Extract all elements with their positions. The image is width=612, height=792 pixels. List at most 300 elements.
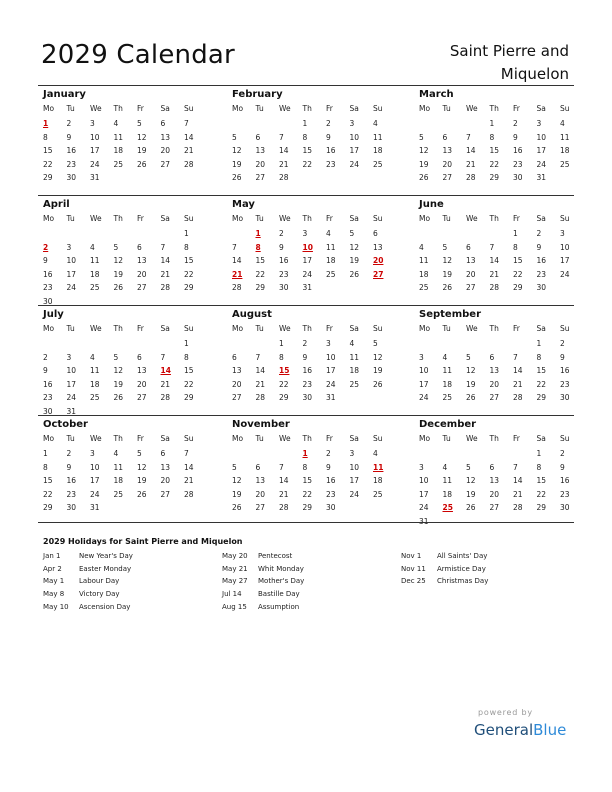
day-cell: 12 <box>113 366 124 375</box>
weekday-header: Sa <box>536 324 546 333</box>
day-cell: 31 <box>536 173 547 182</box>
day-cell: 24 <box>349 159 360 169</box>
weekday-header: Mo <box>419 104 431 113</box>
day-cell: 25 <box>90 283 100 292</box>
day-cell: 18 <box>349 366 360 375</box>
day-cell: 26 <box>419 173 429 182</box>
day-cell: 29 <box>536 393 547 402</box>
day-cell: 20 <box>489 379 500 389</box>
weekday-header: Fr <box>137 324 144 333</box>
day-cell: 13 <box>137 256 147 265</box>
day-cell: 5 <box>137 119 142 128</box>
day-cell: 12 <box>113 256 124 265</box>
day-cell: 26 <box>373 379 383 389</box>
generalblue-logo[interactable] <box>474 721 566 739</box>
day-cell: 26 <box>466 503 476 512</box>
day-cell: 26 <box>466 393 476 402</box>
month-name: September <box>419 309 481 320</box>
day-cell: 27 <box>442 173 453 182</box>
day-cell: 17 <box>536 146 547 155</box>
day-cell: 15 <box>302 476 313 485</box>
day-cell: 22 <box>43 159 53 169</box>
weekday-header: Su <box>373 104 383 113</box>
month-name: February <box>232 89 283 100</box>
day-cell: 10 <box>349 132 360 142</box>
day-cell: 29 <box>43 503 53 512</box>
weekday-header: Su <box>184 214 194 223</box>
day-cell: 2 <box>279 229 284 238</box>
day-cell: 1 <box>279 339 284 348</box>
day-cell: 17 <box>419 379 429 389</box>
day-cell: 11 <box>113 132 124 142</box>
weekday-header: Sa <box>160 214 170 223</box>
day-cell: 13 <box>232 366 242 375</box>
day-cell: 20 <box>160 146 171 155</box>
day-cell: 10 <box>66 256 77 265</box>
weekday-header: Th <box>302 214 312 223</box>
day-cell: 24 <box>326 379 336 389</box>
holiday-name: Pentecost <box>258 552 293 560</box>
day-cell: 7 <box>513 462 518 472</box>
month-name: March <box>419 89 454 100</box>
day-cell: 15 <box>184 366 194 375</box>
day-cell: 21 <box>160 269 171 279</box>
weekday-header: Th <box>489 434 499 443</box>
day-cell: 8 <box>43 462 48 472</box>
day-cell: 12 <box>232 476 242 485</box>
weekday-header: Su <box>373 324 383 333</box>
day-cell: 18 <box>373 146 383 155</box>
weekday-header: Sa <box>349 434 359 443</box>
day-cell: 1 <box>184 229 189 238</box>
weekday-header: Su <box>184 434 194 443</box>
holiday-day-cell: 21 <box>232 269 243 279</box>
day-cell: 29 <box>184 283 194 292</box>
weekday-header: Fr <box>137 434 144 443</box>
day-cell: 26 <box>113 393 124 402</box>
holiday-day-cell: 25 <box>442 503 453 512</box>
weekday-header: Th <box>113 214 123 223</box>
day-cell: 17 <box>66 269 77 279</box>
day-cell: 28 <box>279 503 289 512</box>
weekday-header: Fr <box>513 104 520 113</box>
day-cell: 25 <box>90 393 100 402</box>
day-cell: 9 <box>66 132 72 142</box>
weekday-header: We <box>279 104 291 113</box>
day-cell: 9 <box>66 462 72 472</box>
weekday-header: Sa <box>536 434 546 443</box>
day-cell: 5 <box>466 462 471 472</box>
day-cell: 9 <box>43 366 48 375</box>
weekday-header: Sa <box>536 214 546 223</box>
day-cell: 30 <box>560 393 570 402</box>
day-cell: 14 <box>279 476 289 485</box>
weekday-header: Mo <box>43 104 55 113</box>
day-cell: 3 <box>419 352 424 362</box>
day-cell: 8 <box>536 352 542 362</box>
day-cell: 30 <box>66 173 77 182</box>
day-cell: 20 <box>137 379 147 389</box>
day-cell: 23 <box>326 159 336 169</box>
day-cell: 13 <box>466 256 476 265</box>
weekday-header: Th <box>113 324 123 333</box>
day-cell: 24 <box>302 269 313 279</box>
day-cell: 6 <box>373 229 378 238</box>
day-cell: 22 <box>536 489 547 499</box>
day-cell: 18 <box>419 269 429 279</box>
day-cell: 6 <box>255 462 261 472</box>
day-cell: 20 <box>137 269 147 279</box>
day-cell: 3 <box>302 229 308 238</box>
holidays-title: 2029 Holidays for Saint Pierre and Miquelon <box>43 537 243 546</box>
country-line-1: Saint Pierre and <box>449 42 569 60</box>
day-cell: 7 <box>513 352 518 362</box>
day-cell: 10 <box>419 366 429 375</box>
day-cell: 16 <box>326 476 336 485</box>
day-cell: 29 <box>43 173 53 182</box>
day-cell: 23 <box>536 269 547 279</box>
day-cell: 23 <box>279 269 289 279</box>
day-cell: 4 <box>373 119 378 128</box>
weekday-header: Tu <box>66 324 75 333</box>
day-cell: 24 <box>66 393 77 402</box>
day-cell: 30 <box>302 393 313 402</box>
day-cell: 28 <box>160 283 171 292</box>
day-cell: 8 <box>302 462 308 472</box>
day-cell: 3 <box>90 119 95 128</box>
day-cell: 13 <box>160 462 171 472</box>
day-cell: 31 <box>326 393 336 402</box>
day-cell: 21 <box>255 379 266 389</box>
day-cell: 28 <box>255 393 266 402</box>
day-cell: 20 <box>466 269 476 279</box>
month-name: August <box>232 309 272 320</box>
day-cell: 14 <box>184 132 194 142</box>
weekday-header: Sa <box>160 324 170 333</box>
holiday-date: Nov 11 <box>401 564 426 573</box>
day-cell: 26 <box>137 489 147 499</box>
day-cell: 11 <box>326 242 336 252</box>
day-cell: 8 <box>184 352 189 362</box>
day-cell: 6 <box>489 462 495 472</box>
day-cell: 26 <box>349 269 360 279</box>
day-cell: 2 <box>302 339 308 348</box>
day-cell: 24 <box>536 159 547 169</box>
day-cell: 19 <box>349 256 360 265</box>
day-cell: 29 <box>279 393 289 402</box>
day-cell: 5 <box>442 242 448 252</box>
day-cell: 10 <box>536 132 547 142</box>
day-cell: 27 <box>160 489 171 499</box>
weekday-header: Mo <box>232 104 244 113</box>
day-cell: 5 <box>113 352 119 362</box>
day-cell: 1 <box>536 339 542 348</box>
weekday-header: Tu <box>66 214 75 223</box>
weekday-header: We <box>279 434 291 443</box>
holiday-name: All Saints' Day <box>437 552 488 560</box>
weekday-header: Fr <box>513 214 520 223</box>
day-cell: 9 <box>560 352 565 362</box>
day-cell: 8 <box>513 242 518 252</box>
day-cell: 11 <box>113 462 124 472</box>
day-cell: 27 <box>137 283 147 292</box>
day-cell: 6 <box>255 132 261 142</box>
day-cell: 9 <box>43 256 48 265</box>
day-cell: 28 <box>184 489 194 499</box>
day-cell: 25 <box>113 159 124 169</box>
day-cell: 26 <box>232 173 242 182</box>
weekday-header: Sa <box>160 434 170 443</box>
day-cell: 31 <box>419 516 429 526</box>
day-cell: 14 <box>513 366 523 375</box>
day-cell: 29 <box>255 283 266 292</box>
day-cell: 24 <box>90 159 100 169</box>
day-cell: 27 <box>489 503 500 512</box>
day-cell: 25 <box>326 269 336 279</box>
weekday-header: Tu <box>255 324 264 333</box>
weekday-header: Mo <box>232 214 244 223</box>
day-cell: 21 <box>160 379 171 389</box>
holiday-date: May 20 <box>222 552 248 560</box>
day-cell: 17 <box>302 256 313 265</box>
powered-by-text: powered by <box>478 708 533 717</box>
day-cell: 21 <box>513 379 523 389</box>
day-cell: 25 <box>373 159 383 169</box>
day-cell: 10 <box>419 476 429 485</box>
day-cell: 2 <box>66 119 72 128</box>
day-cell: 16 <box>560 366 570 375</box>
day-cell: 4 <box>90 352 95 362</box>
day-cell: 29 <box>489 173 500 182</box>
day-cell: 22 <box>279 379 289 389</box>
day-cell: 15 <box>302 146 313 155</box>
day-cell: 22 <box>184 379 194 389</box>
weekday-header: Su <box>560 434 570 443</box>
holiday-name: Ascension Day <box>79 602 131 611</box>
day-cell: 23 <box>302 379 313 389</box>
day-cell: 18 <box>442 489 453 499</box>
weekday-header: We <box>466 434 478 443</box>
weekday-header: Mo <box>232 324 244 333</box>
day-cell: 26 <box>137 159 147 169</box>
day-cell: 8 <box>489 132 495 142</box>
weekday-header: Sa <box>349 324 359 333</box>
day-cell: 21 <box>466 159 476 169</box>
day-cell: 25 <box>442 393 453 402</box>
day-cell: 4 <box>373 449 378 458</box>
weekday-header: Fr <box>137 104 144 113</box>
day-cell: 21 <box>184 476 194 485</box>
day-cell: 10 <box>560 242 570 252</box>
day-cell: 20 <box>255 159 266 169</box>
month-row-3 <box>38 305 574 415</box>
day-cell: 1 <box>302 119 308 128</box>
day-cell: 31 <box>302 283 313 292</box>
day-cell: 13 <box>137 366 147 375</box>
day-cell: 17 <box>90 476 100 485</box>
day-cell: 11 <box>560 132 570 142</box>
day-cell: 27 <box>489 393 500 402</box>
holiday-name: Assumption <box>258 602 300 611</box>
holiday-name: Victory Day <box>79 590 120 599</box>
holiday-day-cell: 27 <box>373 269 384 279</box>
month-name: April <box>43 199 70 210</box>
day-cell: 26 <box>442 283 453 292</box>
holiday-day-cell: 1 <box>43 119 49 128</box>
day-cell: 27 <box>232 393 242 402</box>
day-cell: 7 <box>184 119 189 128</box>
weekday-header: Su <box>560 214 570 223</box>
day-cell: 17 <box>349 146 360 155</box>
day-cell: 6 <box>160 119 166 128</box>
day-cell: 30 <box>66 503 77 512</box>
day-cell: 20 <box>232 379 242 389</box>
day-cell: 5 <box>419 132 424 142</box>
day-cell: 16 <box>560 476 570 485</box>
day-cell: 11 <box>90 256 100 265</box>
day-cell: 28 <box>513 503 523 512</box>
weekday-header: Tu <box>255 104 264 113</box>
day-cell: 25 <box>349 379 360 389</box>
weekday-header: Sa <box>536 104 546 113</box>
day-cell: 20 <box>489 489 500 499</box>
holiday-date: Jan 1 <box>43 552 61 560</box>
holiday-date: May 27 <box>222 577 248 586</box>
holiday-name: Christmas Day <box>437 577 489 586</box>
month-name: January <box>43 89 86 100</box>
holiday-date: May 21 <box>222 564 248 573</box>
weekday-header: Su <box>560 104 570 113</box>
day-cell: 2 <box>560 339 565 348</box>
weekday-header: Tu <box>66 434 75 443</box>
holiday-day-cell: 2 <box>43 242 49 252</box>
day-cell: 22 <box>513 269 523 279</box>
day-cell: 19 <box>232 489 242 499</box>
day-cell: 14 <box>513 476 523 485</box>
day-cell: 12 <box>373 352 383 362</box>
day-cell: 15 <box>184 256 194 265</box>
day-cell: 13 <box>255 146 266 155</box>
day-cell: 4 <box>560 119 565 128</box>
country-name <box>349 40 569 86</box>
day-cell: 6 <box>442 132 448 142</box>
day-cell: 24 <box>560 269 570 279</box>
day-cell: 7 <box>489 242 495 252</box>
day-cell: 7 <box>184 449 189 458</box>
day-cell: 28 <box>232 283 242 292</box>
weekday-header: We <box>90 324 102 333</box>
day-cell: 12 <box>419 146 429 155</box>
day-cell: 31 <box>90 173 100 182</box>
day-cell: 17 <box>560 256 570 265</box>
weekday-header: Tu <box>442 104 451 113</box>
holiday-day-cell: 1 <box>255 229 261 238</box>
weekday-header: Tu <box>66 104 75 113</box>
weekday-header: Th <box>489 324 499 333</box>
day-cell: 16 <box>279 256 289 265</box>
weekday-header: Th <box>302 104 312 113</box>
day-cell: 30 <box>279 283 289 292</box>
day-cell: 6 <box>232 352 237 362</box>
day-cell: 23 <box>43 393 53 402</box>
day-cell: 17 <box>66 379 77 389</box>
holiday-date: Jul 14 <box>222 590 242 599</box>
day-cell: 2 <box>560 449 565 458</box>
day-cell: 3 <box>90 449 95 458</box>
holiday-date: Dec 25 <box>401 577 426 586</box>
weekday-header: Sa <box>349 104 359 113</box>
day-cell: 18 <box>113 146 124 155</box>
day-cell: 5 <box>349 229 355 238</box>
day-cell: 14 <box>160 256 171 265</box>
day-cell: 13 <box>255 476 266 485</box>
month-name: May <box>232 199 255 210</box>
day-cell: 15 <box>43 146 53 155</box>
holiday-date: Nov 1 <box>401 552 422 560</box>
day-cell: 4 <box>419 242 424 252</box>
weekday-header: Tu <box>442 324 451 333</box>
day-cell: 18 <box>442 379 453 389</box>
day-cell: 15 <box>513 256 523 265</box>
day-cell: 30 <box>536 283 547 292</box>
day-cell: 28 <box>466 173 476 182</box>
day-cell: 30 <box>513 173 523 182</box>
holiday-day-cell: 8 <box>255 242 261 252</box>
day-cell: 30 <box>326 503 336 512</box>
weekday-header: Mo <box>419 324 431 333</box>
day-cell: 1 <box>184 339 189 348</box>
day-cell: 24 <box>66 283 77 292</box>
day-cell: 23 <box>66 489 77 499</box>
day-cell: 2 <box>536 229 542 238</box>
day-cell: 30 <box>43 406 53 416</box>
day-cell: 20 <box>255 489 266 499</box>
day-cell: 3 <box>419 462 424 472</box>
day-cell: 5 <box>113 242 119 252</box>
holiday-day-cell: 15 <box>279 366 290 375</box>
day-cell: 16 <box>513 146 523 155</box>
weekday-header: Fr <box>137 214 144 223</box>
holiday-name: Easter Monday <box>79 564 132 573</box>
weekday-header: Th <box>302 434 312 443</box>
day-cell: 31 <box>66 406 77 416</box>
weekday-header: Th <box>113 434 123 443</box>
weekday-header: Th <box>113 104 123 113</box>
day-cell: 28 <box>184 159 194 169</box>
brand-blue: Blue <box>533 721 567 739</box>
weekday-header: We <box>466 324 478 333</box>
day-cell: 8 <box>184 242 189 252</box>
day-cell: 12 <box>137 462 147 472</box>
day-cell: 14 <box>232 256 242 265</box>
day-cell: 4 <box>90 242 95 252</box>
weekday-header: Fr <box>513 434 520 443</box>
day-cell: 22 <box>302 159 313 169</box>
day-cell: 8 <box>302 132 308 142</box>
day-cell: 1 <box>489 119 495 128</box>
month-row-2 <box>38 195 574 305</box>
day-cell: 29 <box>513 283 523 292</box>
weekday-header: Mo <box>43 434 55 443</box>
day-cell: 12 <box>232 146 242 155</box>
day-cell: 23 <box>560 379 570 389</box>
month-row-1 <box>38 85 574 195</box>
holiday-name: Whit Monday <box>258 564 304 573</box>
day-cell: 11 <box>442 366 453 375</box>
day-cell: 26 <box>232 503 242 512</box>
weekday-header: We <box>466 104 478 113</box>
holiday-date: May 8 <box>43 590 65 599</box>
